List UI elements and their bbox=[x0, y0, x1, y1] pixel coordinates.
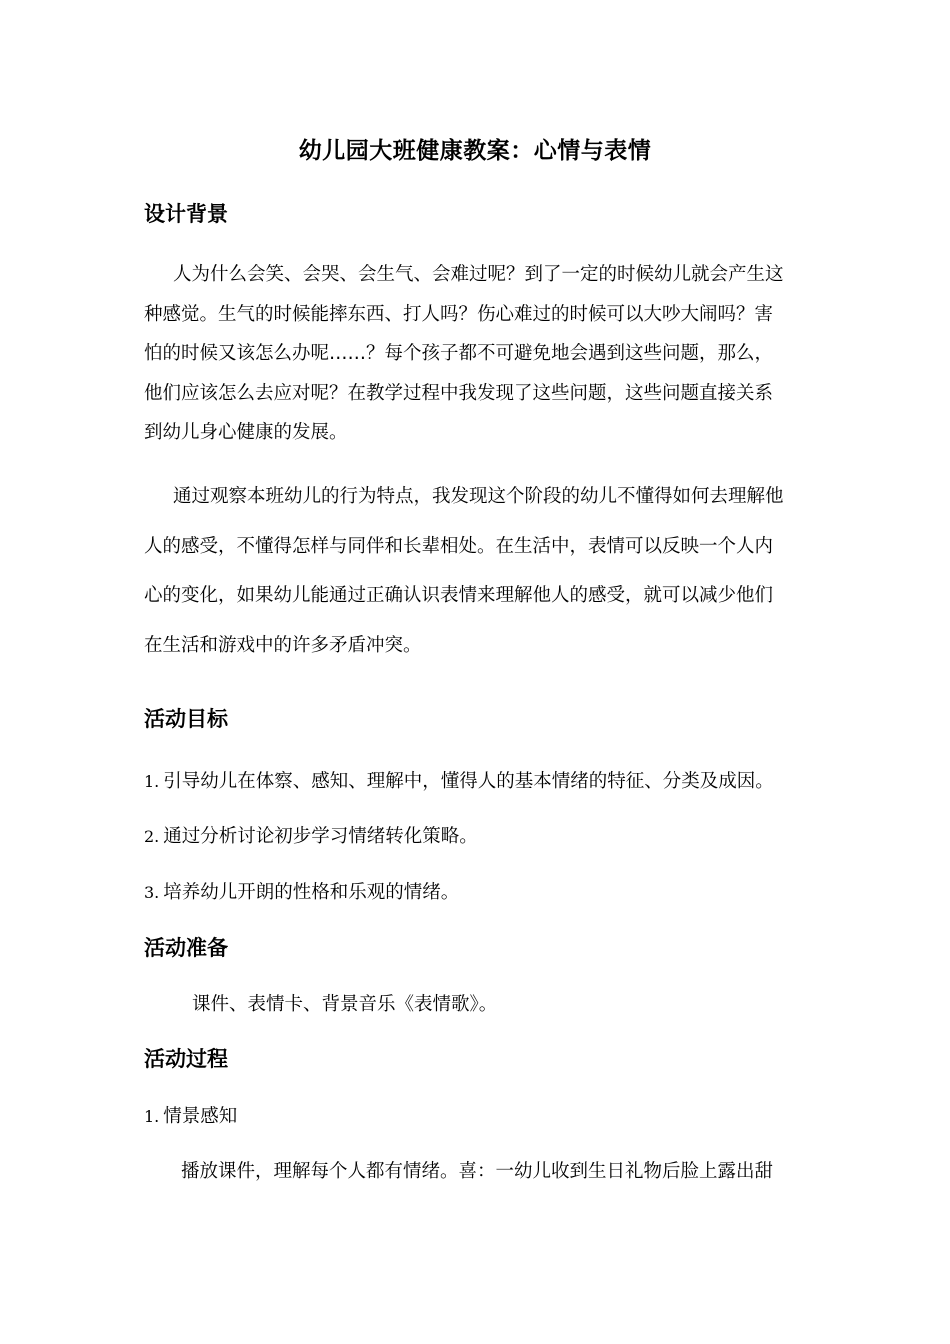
list-text: 通过分析讨论初步学习情绪转化策略。 bbox=[163, 826, 478, 847]
paragraph-line: 他们应该怎么去应对呢？在教学过程中我发现了这些问题，这些问题直接关系 bbox=[144, 382, 774, 404]
process-step-1 bbox=[144, 1102, 237, 1128]
goal-item-2 bbox=[144, 822, 478, 848]
paragraph-line: 在生活和游戏中的许多矛盾冲突。 bbox=[144, 634, 422, 656]
paragraph-line: 种感觉。生气的时候能摔东西、打人吗？伤心难过的时候可以大吵大闹吗？害 bbox=[144, 303, 774, 325]
list-number: 2. bbox=[144, 827, 160, 846]
list-number: 3. bbox=[144, 883, 160, 902]
paragraph-line: 人为什么会笑、会哭、会生气、会难过呢？到了一定的时候幼儿就会产生这 bbox=[173, 264, 784, 285]
section-heading-background: 设计背景 bbox=[144, 202, 228, 226]
process-step-1-text: 播放课件，理解每个人都有情绪。喜：一幼儿收到生日礼物后脸上露出甜 bbox=[181, 1161, 774, 1182]
list-text: 培养幼儿开朗的性格和乐观的情绪。 bbox=[163, 882, 460, 903]
section-heading-process: 活动过程 bbox=[144, 1047, 228, 1071]
list-text: 情景感知 bbox=[163, 1106, 238, 1127]
list-text: 引导幼儿在体察、感知、理解中，懂得人的基本情绪的特征、分类及成因。 bbox=[163, 771, 774, 792]
preparation-text: 课件、表情卡、背景音乐《表情歌》。 bbox=[192, 994, 498, 1015]
section-heading-preparation: 活动准备 bbox=[144, 936, 228, 960]
paragraph-line: 通过观察本班幼儿的行为特点，我发现这个阶段的幼儿不懂得如何去理解他 bbox=[173, 486, 784, 507]
goal-item-3 bbox=[144, 878, 459, 904]
paragraph-line: 人的感受，不懂得怎样与同伴和长辈相处。在生活中，表情可以反映一个人内 bbox=[144, 535, 774, 557]
paragraph-line: 到幼儿身心健康的发展。 bbox=[144, 422, 348, 443]
list-number: 1. bbox=[144, 1107, 160, 1126]
paragraph-line: 怕的时候又该怎么办呢……？每个孩子都不可避免地会遇到这些问题，那么， bbox=[144, 343, 774, 364]
document-title: 幼儿园大班健康教案：心情与表情 bbox=[298, 138, 652, 164]
background-paragraph-2 bbox=[144, 472, 808, 670]
background-paragraph-1 bbox=[144, 255, 808, 453]
goal-item-1 bbox=[144, 767, 774, 793]
section-heading-goals: 活动目标 bbox=[144, 707, 228, 731]
list-number: 1. bbox=[144, 772, 160, 791]
paragraph-line: 心的变化，如果幼儿能通过正确认识表情来理解他人的感受，就可以减少他们 bbox=[144, 585, 774, 606]
